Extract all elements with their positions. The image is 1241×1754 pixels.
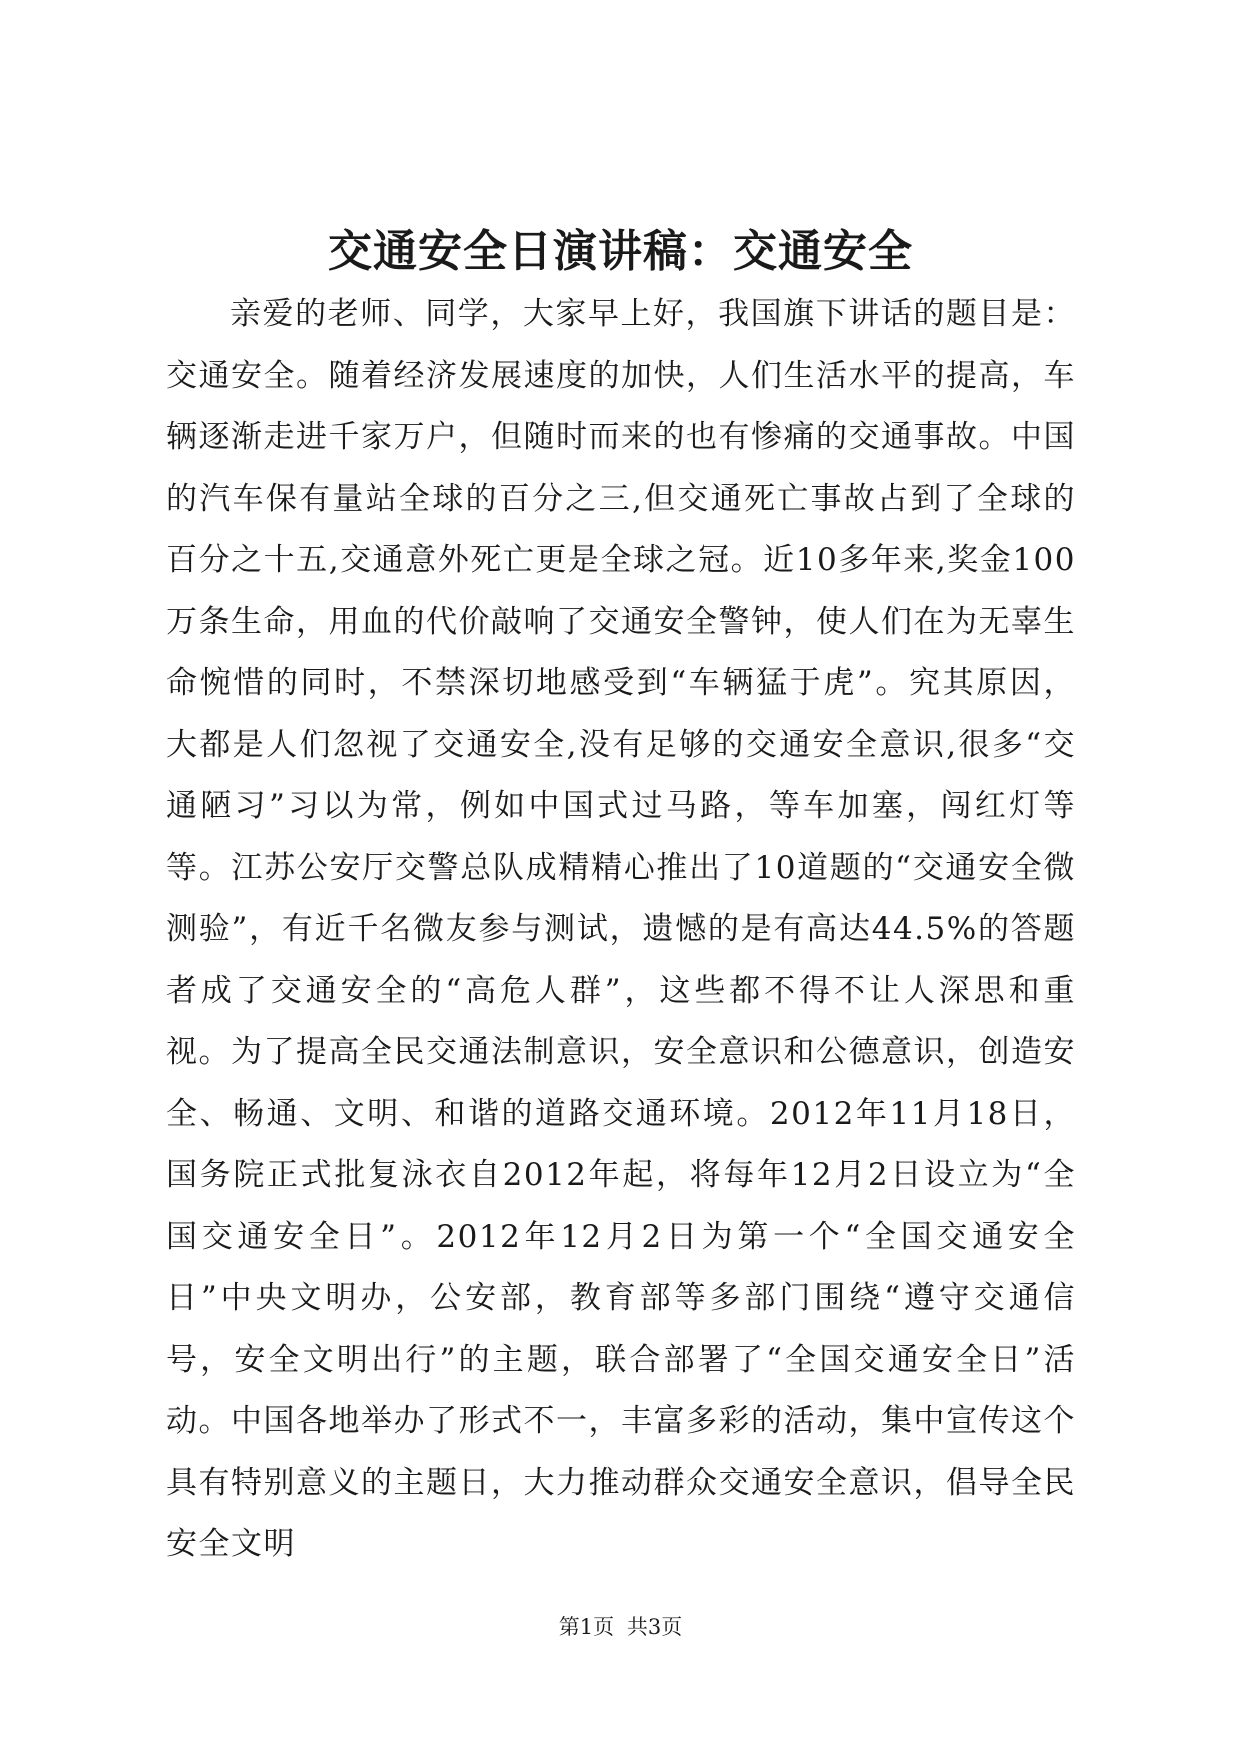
- body-paragraph: 亲爱的老师、同学，大家早上好，我国旗下讲话的题目是：交通安全。随着经济发展速度的加快，人们生活水平的提高，车辆逐渐走进千家万户，但随时而来的也有惨痛的交通事故。中国的汽车保有量站全球的百分之三,但交通死亡事故占到了全球的百分之十五,交通意外死亡更是全球之冠。近10多年来,奖金100万条生命，用血的代价敲响了交通安全警钟，使人们在为无辜生命惋惜的同时，不禁深切地感受到“车辆猛于虎”。究其原因，大都是人们忽视了交通安全,没有足够的交通安全意识,很多“交通陋习”习以为常，例如中国式过马路，等车加塞，闯红灯等等。江苏公安厅交警总队成精精心推出了10道题的“交通安全微测验”，有近千名微友参与测试，遗憾的是有高达44.5%的答题者成了交通安全的“高危人群”，这些都不得不让人深思和重视。为了提高全民交通法制意识，安全意识和公德意识，创造安全、畅通、文明、和谐的道路交通环境。2012年11月18日，国务院正式批复泳衣自2012年起，将每年12月2日设立为“全国交通安全日”。2012年12月2日为第一个“全国交通安全日”中央文明办，公安部，教育部等多部门围绕“遵守交通信号，安全文明出行”的主题，联合部署了“全国交通安全日”活动。中国各地举办了形式不一，丰富多彩的活动，集中宣传这个具有特别意义的主题日，大力推动群众交通安全意识，倡导全民安全文明: [166, 296, 1076, 1562]
- document-title: 交通安全日演讲稿：交通安全: [328, 226, 913, 277]
- page-number: 第1页 共3页: [558, 1615, 683, 1639]
